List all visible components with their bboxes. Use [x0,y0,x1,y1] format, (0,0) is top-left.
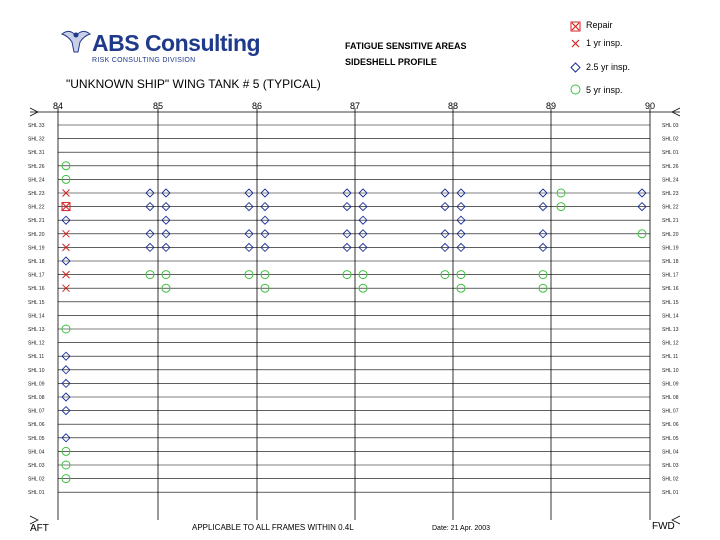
date-label: Date: 21 Apr. 2003 [432,525,490,532]
applicability-note: APPLICABLE TO ALL FRAMES WITHIN 0.4L [192,523,354,532]
row-label-left: SHL 04 [28,449,45,456]
row-label-right: SHL 11 [662,354,679,361]
row-label-right: SHL 26 [662,163,679,170]
legend-repair-label: Repair [586,20,613,30]
frame-label: 84 [52,101,64,111]
row-label-left: SHL 09 [28,381,45,388]
row-label-left: SHL 15 [28,299,45,306]
row-label-left: SHL 22 [28,204,45,211]
row-label-left: SHL 17 [28,272,45,279]
frame-label: 85 [152,101,164,111]
row-label-right: SHL 02 [662,476,679,483]
row-label-left: SHL 21 [28,218,45,225]
legend-5yr-label: 5 yr insp. [586,85,623,95]
row-label-right: SHL 09 [662,381,679,388]
row-label-left: SHL 32 [28,136,45,143]
diagram-title: FATIGUE SENSITIVE AREAS [345,41,467,51]
row-label-right: SHL 03 [662,463,679,469]
row-label-left: SHL 18 [28,259,45,265]
row-label-left: SHL 31 [28,150,45,157]
diagram-subtitle: SIDESHELL PROFILE [345,57,437,67]
frame-label: 88 [447,101,459,111]
row-label-right: SHL 24 [662,177,679,184]
row-label-left: SHL 23 [28,191,45,197]
row-label-left: SHL 06 [28,422,45,429]
row-label-left: SHL 05 [28,435,45,442]
frame-label: 87 [349,101,361,111]
row-label-right: SHL 08 [662,395,679,401]
row-label-right: SHL 15 [662,299,679,306]
row-label-right: SHL 23 [662,191,679,197]
row-label-right: SHL 01 [662,150,679,157]
row-label-left: SHL 10 [28,367,45,374]
row-label-right: SHL 07 [662,408,679,415]
fwd-label: FWD [652,521,675,532]
row-label-right: SHL 19 [662,245,679,252]
row-label-left: SHL 20 [28,231,45,238]
row-label-right: SHL 21 [662,218,679,225]
row-label-right: SHL 12 [662,340,679,347]
row-label-left: SHL 26 [28,163,45,170]
row-label-right: SHL 16 [662,286,679,293]
row-label-right: SHL 22 [662,204,679,211]
row-label-right: SHL 10 [662,367,679,374]
frame-label: 89 [545,101,557,111]
ship-tank-label: "UNKNOWN SHIP" WING TANK # 5 (TYPICAL) [66,77,321,91]
row-label-left: SHL 33 [28,123,45,129]
row-label-right: SHL 04 [662,449,679,456]
row-label-left: SHL 03 [28,463,45,469]
legend-25yr-label: 2.5 yr insp. [586,62,631,72]
aft-label: AFT [30,523,49,534]
row-label-right: SHL 05 [662,435,679,442]
logo-division: RISK CONSULTING DIVISION [92,57,196,64]
row-label-left: SHL 13 [28,327,45,333]
row-label-left: SHL 01 [28,490,45,497]
row-label-left: SHL 14 [28,313,45,320]
row-label-left: SHL 19 [28,245,45,252]
frame-label: 90 [644,101,656,111]
row-label-left: SHL 12 [28,340,45,347]
logo-name: ABS Consulting [92,30,261,56]
row-label-right: SHL 03 [662,123,679,129]
row-label-right: SHL 17 [662,272,679,279]
row-label-right: SHL 06 [662,422,679,429]
row-label-right: SHL 02 [662,136,679,143]
legend-1yr-label: 1 yr insp. [586,38,623,48]
row-label-right: SHL 20 [662,231,679,238]
row-label-left: SHL 07 [28,408,45,415]
row-label-left: SHL 02 [28,476,45,483]
row-label-right: SHL 14 [662,313,679,320]
frame-label: 86 [251,101,263,111]
row-label-left: SHL 16 [28,286,45,293]
row-label-left: SHL 08 [28,395,45,401]
row-label-right: SHL 13 [662,327,679,333]
row-label-right: SHL 18 [662,259,679,265]
row-label-right: SHL 01 [662,490,679,497]
row-label-left: SHL 11 [28,354,45,361]
row-label-left: SHL 24 [28,177,45,184]
